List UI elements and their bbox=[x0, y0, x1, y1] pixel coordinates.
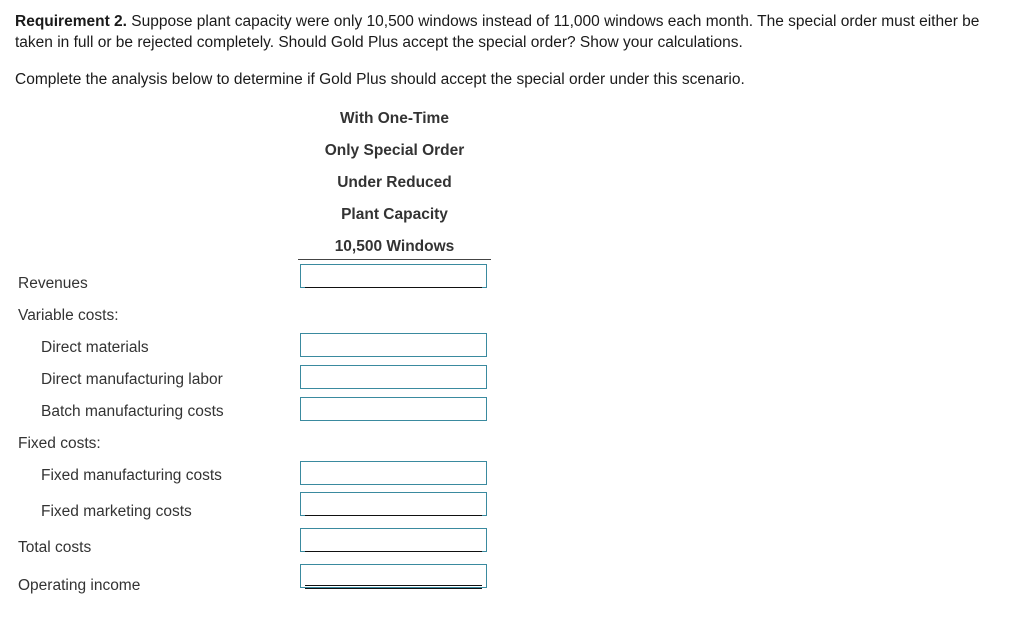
fixed-marketing-cell[interactable] bbox=[300, 492, 487, 516]
revenues-cell[interactable] bbox=[300, 264, 487, 288]
fixed-manufacturing-label: Fixed manufacturing costs bbox=[41, 467, 222, 484]
direct-materials-cell[interactable] bbox=[300, 333, 487, 357]
batch-costs-label: Batch manufacturing costs bbox=[41, 403, 224, 420]
total-costs-cell[interactable] bbox=[300, 528, 487, 552]
batch-costs-cell[interactable] bbox=[300, 397, 487, 421]
fixed-marketing-underline bbox=[305, 515, 482, 516]
batch-costs-input[interactable] bbox=[301, 398, 486, 420]
column-header-line-5: 10,500 Windows bbox=[334, 238, 455, 255]
instruction-text: Complete the analysis below to determine if Gold Plus should accept the special order under this scenario. bbox=[15, 71, 745, 88]
total-costs-underline bbox=[305, 551, 482, 552]
operating-income-underline-2 bbox=[305, 588, 482, 589]
fixed-manufacturing-cell[interactable] bbox=[300, 461, 487, 485]
direct-labor-cell[interactable] bbox=[300, 365, 487, 389]
column-header-line-3: Under Reduced bbox=[337, 174, 452, 191]
revenues-label: Revenues bbox=[18, 275, 88, 292]
fixed-marketing-label: Fixed marketing costs bbox=[41, 503, 192, 520]
operating-income-label: Operating income bbox=[18, 577, 141, 594]
variable-costs-label: Variable costs: bbox=[18, 307, 119, 324]
direct-labor-label: Direct manufacturing labor bbox=[41, 371, 223, 388]
direct-materials-label: Direct materials bbox=[41, 339, 149, 356]
revenues-underline bbox=[305, 287, 482, 288]
column-header-line-4: Plant Capacity bbox=[341, 206, 448, 223]
fixed-manufacturing-input[interactable] bbox=[301, 462, 486, 484]
revenues-input[interactable] bbox=[301, 265, 486, 287]
requirement-body: Suppose plant capacity were only 10,500 windows instead of 11,000 windows each month. The special order must either be taken in full or be rejected completely. Should Gold Plus accept the special order? Show your calculations. bbox=[15, 13, 980, 51]
column-header-line-2: Only Special Order bbox=[324, 142, 465, 159]
requirement-text bbox=[15, 11, 1010, 53]
total-costs-label: Total costs bbox=[18, 539, 92, 556]
fixed-marketing-input[interactable] bbox=[301, 493, 486, 515]
header-underline bbox=[298, 259, 491, 260]
total-costs-input[interactable] bbox=[301, 529, 486, 551]
direct-labor-input[interactable] bbox=[301, 366, 486, 388]
operating-income-cell[interactable] bbox=[300, 564, 487, 588]
direct-materials-input[interactable] bbox=[301, 334, 486, 356]
column-header-line-1: With One-Time bbox=[340, 110, 449, 127]
operating-income-input[interactable] bbox=[301, 565, 486, 587]
requirement-label: Requirement 2. bbox=[15, 13, 127, 30]
fixed-costs-label: Fixed costs: bbox=[18, 435, 101, 452]
